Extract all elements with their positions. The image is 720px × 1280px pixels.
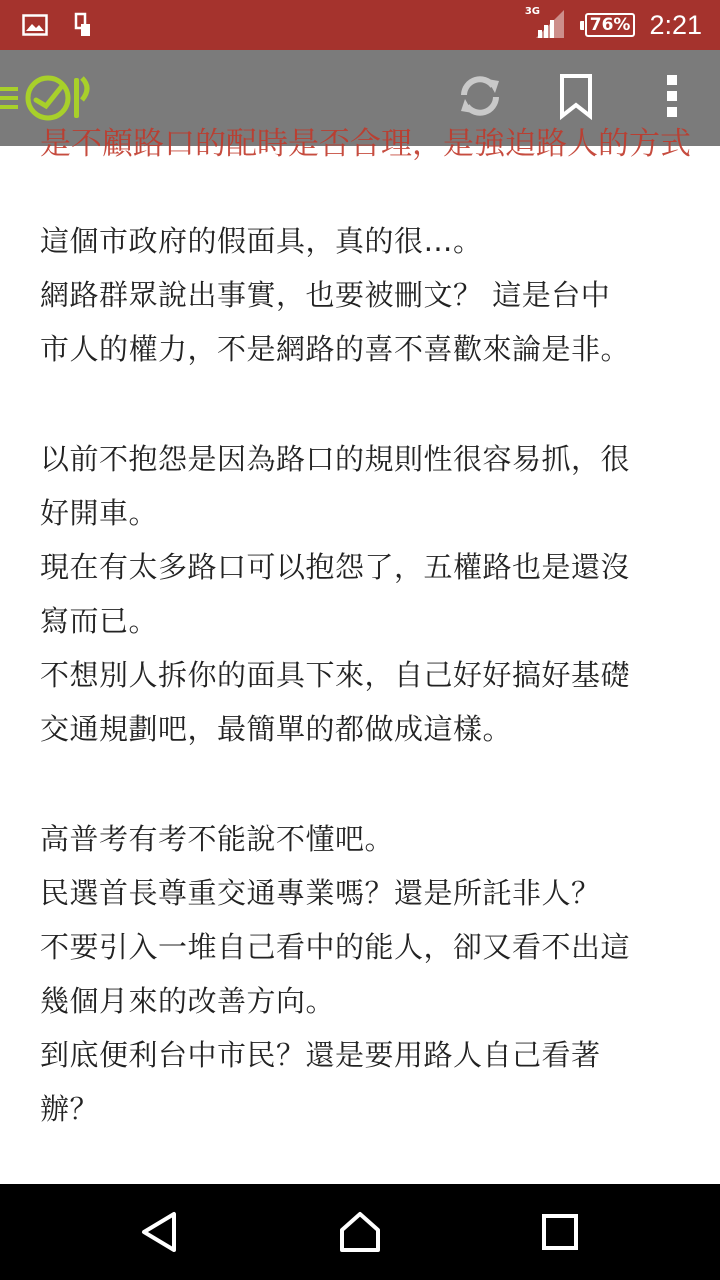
system-nav-bar xyxy=(0,1184,720,1280)
home-icon xyxy=(336,1241,384,1260)
battery-level: 76% xyxy=(585,13,636,37)
article-paragraph xyxy=(40,214,700,376)
paragraph-line: 好開車。 xyxy=(40,496,159,530)
paragraph-line: 以前不抱怨是因為路口的規則性很容易抓，很 xyxy=(40,442,631,476)
paragraph-line: 到底便利台中市民？還是要用路人自己看著 xyxy=(40,1038,601,1072)
overflow-menu-icon xyxy=(666,75,678,121)
status-bar xyxy=(0,0,720,50)
overflow-menu-button[interactable] xyxy=(648,74,696,122)
signal-icon xyxy=(534,8,566,42)
partial-red-line: 是不顧路口的配時是否合理，是強迫路人的方式 xyxy=(40,126,691,162)
paragraph-line: 不要引入一堆自己看中的能人，卻又看不出這 xyxy=(40,930,631,964)
article-content[interactable] xyxy=(0,126,720,1184)
recent-apps-icon xyxy=(536,1241,584,1260)
paragraph-line: 這個市政府的假面具，真的很…。 xyxy=(40,224,483,258)
paragraph-line: 不想別人拆你的面具下來，自己好好搞好基礎 xyxy=(40,658,631,692)
bookmark-button[interactable] xyxy=(552,74,600,122)
refresh-button[interactable] xyxy=(456,74,504,122)
paragraph-line: 網路群眾說出事實，也要被刪文？ 這是台中 xyxy=(40,278,611,312)
paragraph-line: 寫而已。 xyxy=(40,604,159,638)
phone-notification-icon xyxy=(74,12,92,42)
paragraph-line: 高普考有考不能說不懂吧。 xyxy=(40,822,395,856)
article-paragraph xyxy=(40,812,700,1136)
refresh-icon xyxy=(457,73,503,123)
bookmark-icon xyxy=(559,73,593,123)
paragraph-line: 民選首長尊重交通專業嗎？還是所託非人？ xyxy=(40,876,601,910)
notification-icons xyxy=(22,12,92,42)
image-notification-icon xyxy=(22,14,48,40)
app-logo-icon[interactable] xyxy=(0,72,100,124)
back-button[interactable] xyxy=(136,1208,184,1256)
paragraph-line: 辦？ xyxy=(40,1092,100,1126)
paragraph-line: 現在有太多路口可以抱怨了，五權路也是還沒 xyxy=(40,550,631,584)
back-icon xyxy=(136,1241,184,1260)
home-button[interactable] xyxy=(336,1208,384,1256)
paragraph-line: 幾個月來的改善方向。 xyxy=(40,984,336,1018)
paragraph-line: 交通規劃吧，最簡單的都做成這樣。 xyxy=(40,712,513,746)
battery-icon xyxy=(580,13,636,37)
clock: 2:21 xyxy=(649,9,702,40)
recent-apps-button[interactable] xyxy=(536,1208,584,1256)
paragraph-line: 市人的權力，不是網路的喜不喜歡來論是非。 xyxy=(40,332,631,366)
network-type: 3G xyxy=(524,6,540,17)
article-paragraph xyxy=(40,432,700,756)
